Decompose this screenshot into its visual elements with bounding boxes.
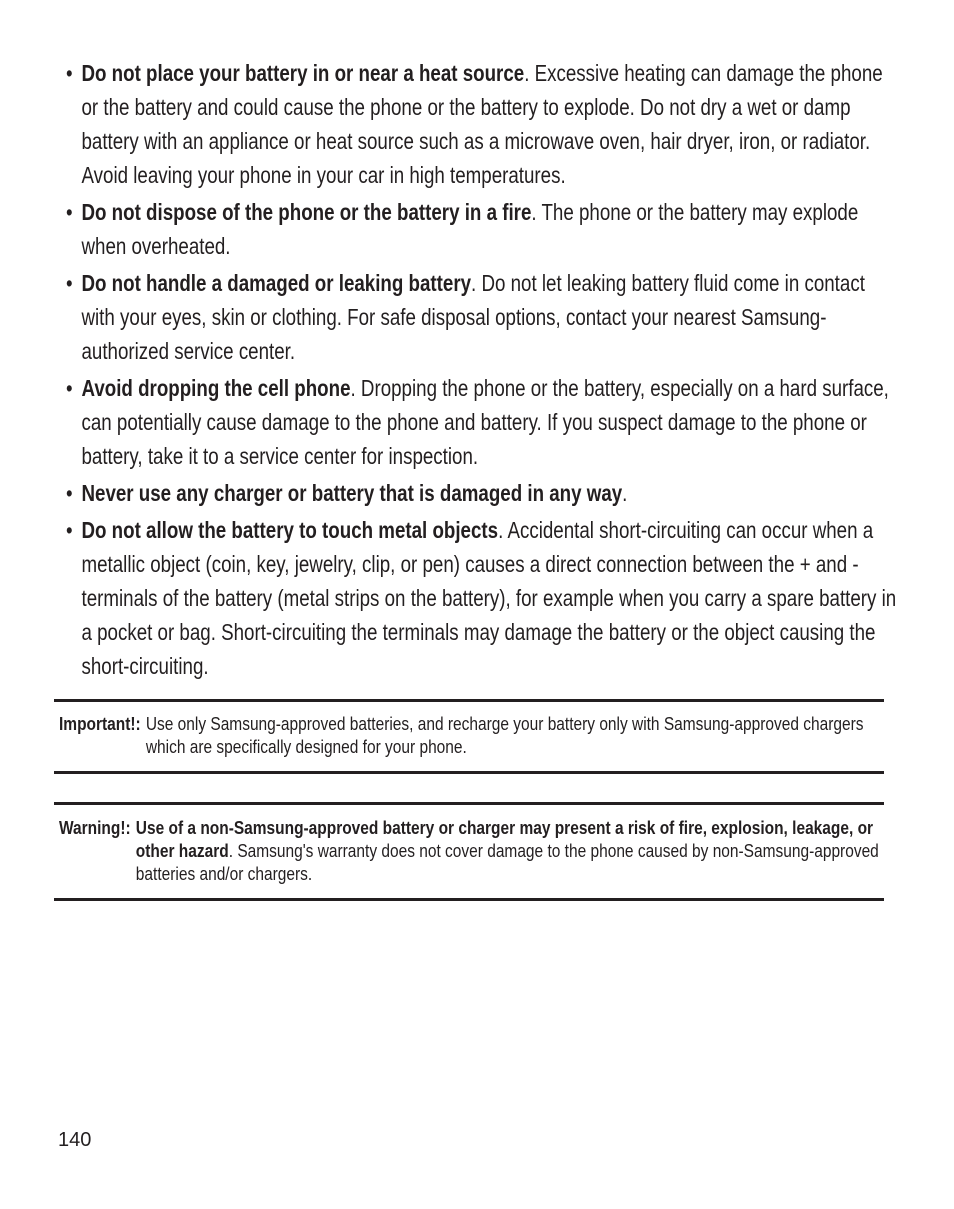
bullet-icon: • [66, 270, 73, 296]
bullet-body: . [622, 480, 628, 506]
warning-label: Warning!: [59, 818, 131, 838]
bullet-body: . Dropping the phone or the battery, especially on a hard surface, can potentially cause damage to the phone and battery. If you suspect damage to the phone or battery, take it to a service center for inspection. [81, 375, 889, 469]
warning-lead: Use of a non-Samsung-approved battery or charger may present a risk of fire, explosion, leakage, or other hazard [135, 818, 874, 861]
important-body: Use only Samsung-approved batteries, and recharge your battery only with Samsung-approved chargers which are specifically designed for your phone. [145, 714, 864, 757]
bullet-heat-source [66, 56, 901, 192]
important-bottom-rule [54, 771, 884, 774]
bullet-lead: Do not allow the battery to touch metal objects [81, 517, 499, 543]
bullet-body: . Excessive heating can damage the phone or the battery and could cause the phone or the battery to explode. Do not dry a wet or damp battery with an appliance or heat source such as a microwave oven, hair dryer, iron, or radiator. Avoid leaving your phone in your car in high temperatures. [81, 60, 883, 188]
bullet-metal-objects [66, 513, 901, 683]
warning-note [59, 817, 885, 886]
bullet-icon: • [66, 517, 73, 543]
important-note [59, 713, 885, 759]
bullet-icon: • [66, 480, 73, 506]
warning-bottom-rule [54, 898, 884, 901]
important-top-rule [54, 699, 884, 702]
bullet-icon: • [66, 375, 73, 401]
bullet-fire-disposal [66, 195, 901, 263]
bullet-lead: Never use any charger or battery that is damaged in any way [81, 480, 623, 506]
bullet-body: . The phone or the battery may explode when overheated. [81, 199, 859, 259]
safety-bullet-list [66, 56, 897, 686]
bullet-lead: Do not handle a damaged or leaking battery [81, 270, 472, 296]
bullet-lead: Avoid dropping the cell phone [81, 375, 351, 401]
bullet-dropping-phone [66, 371, 901, 473]
bullet-body: . Accidental short-circuiting can occur when a metallic object (coin, key, jewelry, clip, or pen) causes a direct connection between the + and - terminals of the battery (metal strips on the battery), for example when you carry a spare battery in a pocket or bag. Short-circuiting the terminals may damage the battery or the object causing the short-circuiting. [81, 517, 897, 679]
bullet-damaged-battery [66, 266, 901, 368]
bullet-lead: Do not place your battery in or near a heat source [81, 60, 525, 86]
bullet-icon: • [66, 199, 73, 225]
warning-top-rule [54, 802, 884, 805]
page-number: 140 [58, 1129, 92, 1151]
warning-text: . Samsung's warranty does not cover damage to the phone caused by non-Samsung-approved batteries and/or chargers. [135, 841, 879, 884]
bullet-body: . Do not let leaking battery fluid come in contact with your eyes, skin or clothing. For safe disposal options, contact your nearest Samsung-authorized service center. [81, 270, 865, 364]
bullet-lead: Do not dispose of the phone or the battery in a fire [81, 199, 532, 225]
bullet-icon: • [66, 60, 73, 86]
important-label: Important!: [59, 714, 141, 734]
bullet-damaged-charger [66, 476, 901, 510]
warning-body [136, 817, 887, 886]
